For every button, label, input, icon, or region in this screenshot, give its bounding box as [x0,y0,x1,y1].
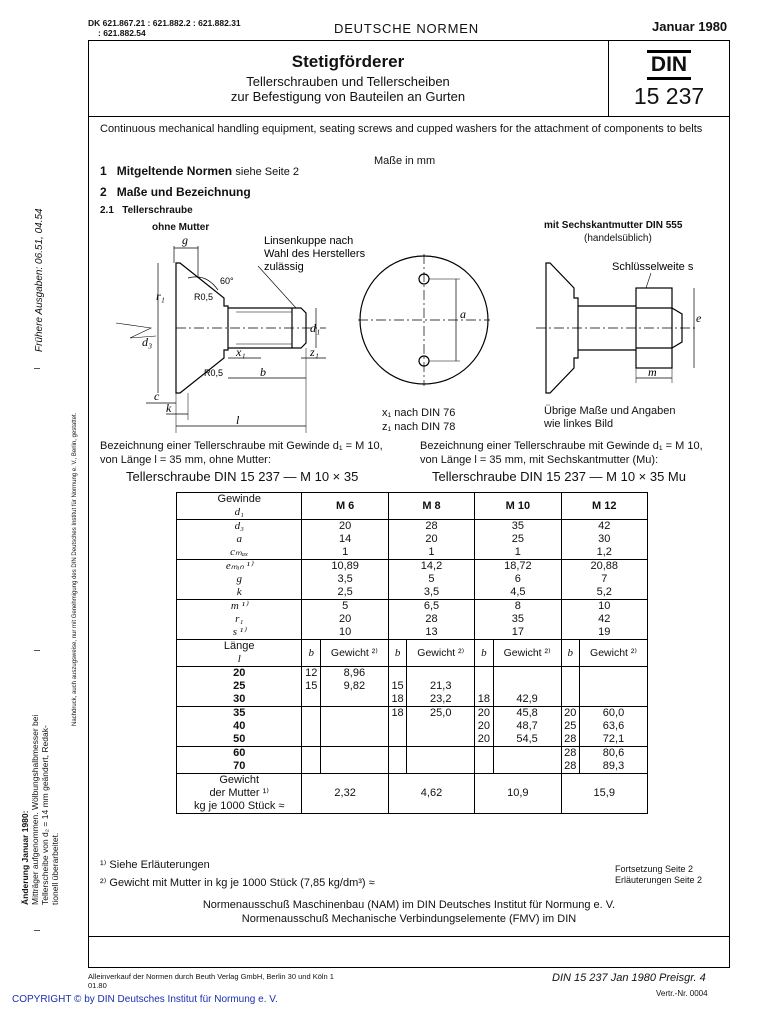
dimension-value: 19 [561,626,647,640]
change-notice-line-3: tionell überarbeitet. [50,832,60,905]
dim-label-a: a [460,307,466,321]
dimension-value: 42 [561,520,647,534]
weight-value: 23,2 [407,693,475,707]
committee-line-2: Normenausschuß Mechanische Verbindungselemente (FMV) im DIN [241,913,577,925]
b-value: 12 [302,667,321,681]
dimension-value: 35 [475,613,561,626]
length-value: 35 [177,707,302,721]
length-value: 70 [177,760,302,774]
section-1-number: 1 [100,164,107,178]
b-value [302,693,321,707]
dimension-value: 35 [475,520,561,534]
lens-note-2: Wahl des Herstellers [264,248,366,260]
b-value [561,693,580,707]
dim-label-k: k [166,401,172,415]
b-value [302,760,321,774]
weight-value [493,747,561,761]
dimension-value: 42 [561,613,647,626]
dim-label-g: g [182,233,188,247]
footnote-1: ¹⁾ Siehe Erläuterungen [100,859,210,871]
weight-value: 48,7 [493,720,561,733]
weight-value [407,733,475,747]
b-value [302,747,321,761]
dk-line-1: DK 621.867.21 : 621.882.2 : 621.882.31 [88,18,241,28]
title-bottom-rule [88,116,730,117]
b-value [561,680,580,693]
dim-label-d1: d₁ [310,321,321,335]
weight-value [320,707,388,721]
dim-label-r1: r₁ [156,289,165,303]
title-main: Stetigförderer [291,52,405,71]
b-value: 20 [475,720,494,733]
dim-label-r05-top: R0,5 [194,292,214,302]
sales-note-1: Alleinverkauf der Normen durch Beuth Verlag GmbH, Berlin 30 und Köln 1 [88,972,334,981]
units-note: Maße in mm [374,155,436,167]
weight-value [407,747,475,761]
b-value [388,667,407,681]
margin-tick-1 [34,368,40,369]
margin-tick-2 [34,650,40,651]
other-dims-note-1: Übrige Maße und Angaben [544,405,676,417]
dimension-label: s ¹⁾ [177,626,302,640]
continuation-note-2: Erläuterungen Seite 2 [615,875,703,885]
nut-weight-row [177,774,648,814]
dimension-value: 7 [561,573,647,586]
weight-column-header: Gewicht ²⁾ [493,640,561,667]
dimension-value: 13 [388,626,474,640]
din-number: 15 237 [633,83,705,109]
dim-label-d3: d₃ [142,335,153,349]
dimension-value: 4,5 [475,586,561,600]
weight-value: 42,9 [493,693,561,707]
b-value: 20 [561,707,580,721]
dimension-label: a [177,533,302,546]
length-header-cell [177,640,302,667]
weight-value [320,693,388,707]
wrench-size-note: Schlüsselweite s [612,261,694,273]
dimension-value: 1,2 [561,546,647,560]
dim-label-e: e [696,311,702,325]
designation-left-text-2: von Länge l = 35 mm, ohne Mutter: [100,454,271,466]
dimension-value: 17 [475,626,561,640]
dk-classification [88,18,241,38]
designation-right-text-2: von Länge l = 35 mm, mit Sechskantmutter (Mu): [420,454,659,466]
nut-weight-value: 4,62 [388,774,474,814]
issue-date: Januar 1980 [652,19,728,34]
designation-right-code: Tellerschraube DIN 15 237 — M 10 × 35 Mu [432,469,686,484]
distribution-number: Vertr.-Nr. 0004 [656,989,708,998]
change-notice-title: Änderung Januar 1980: [20,810,30,905]
dim-label-b: b [260,365,266,379]
lens-note-3: zulässig [264,261,304,273]
designation-left-text-1: Bezeichnung einer Tellerschraube mit Gewinde d₁ = M 10, [100,440,383,452]
nut-weight-label-2: der Mutter ¹⁾ [209,787,269,799]
designation-left [100,439,383,467]
weight-value: 21,3 [407,680,475,693]
section-2-1-heading: 2.1 Tellerschraube [100,205,193,216]
length-value: 40 [177,720,302,733]
weight-column-header: Gewicht ²⁾ [580,640,648,667]
dimension-value: 10,89 [302,560,388,574]
b-value: 18 [388,693,407,707]
length-row [177,720,648,733]
change-notice-line-1: Mitträger aufgenommen. Wölbungshalbmesser bei [30,714,40,905]
weight-value [493,667,561,681]
length-row [177,760,648,774]
dimension-label: g [177,573,302,586]
weight-value [407,667,475,681]
length-header-symbol: l [237,653,241,665]
footer-top-rule [88,936,730,937]
b-value: 18 [388,707,407,721]
b-column-header: b [475,640,494,667]
nut-weight-value: 2,32 [302,774,388,814]
change-notice [20,715,60,905]
length-header-row [177,640,648,667]
weight-value [320,720,388,733]
weight-value [320,733,388,747]
other-dims-note-2: wie linkes Bild [544,418,614,430]
weight-value: 54,5 [493,733,561,747]
length-row [177,707,648,721]
length-header-label: Länge [223,640,255,652]
weight-value [407,760,475,774]
dimension-value: 5 [302,600,388,614]
dimension-label: cₘₐₓ [177,546,302,560]
document-reference: DIN 15 237 Jan 1980 Preisgr. 4 [552,972,706,984]
thread-size-header: M 6 [302,493,388,520]
dimension-value: 30 [561,533,647,546]
washer-top-view [358,254,490,386]
english-title: Continuous mechanical handling equipment, seating screws and cupped washers for the attachment of components to belts [100,123,703,135]
dimension-value: 14,2 [388,560,474,574]
table-header-row [177,493,648,520]
dim-label-c: c [154,389,160,403]
length-value: 20 [177,667,302,681]
dimension-value: 1 [475,546,561,560]
earlier-editions: Frühere Ausgaben: 06.51, 04.54 [34,208,45,352]
change-notice-line-2: Tellerscheibe von d₂ = 14 mm geändert, Redak- [40,725,50,905]
b-value: 28 [561,747,580,761]
b-value [388,747,407,761]
b-value: 28 [561,733,580,747]
weight-value [493,680,561,693]
b-value [475,667,494,681]
length-row [177,680,648,693]
weight-value [580,667,648,681]
sales-note [88,972,334,990]
weight-value [493,760,561,774]
b-value: 18 [475,693,494,707]
length-row [177,667,648,681]
dimension-value: 6,5 [388,600,474,614]
weight-value: 89,3 [580,760,648,774]
sales-note-2: 01.80 [88,981,107,990]
designation-left-code: Tellerschraube DIN 15 237 — M 10 × 35 [126,469,359,484]
b-value: 28 [561,760,580,774]
b-value [302,720,321,733]
dimension-row [177,573,648,586]
dim-label-angle: 60° [220,276,234,286]
b-value [388,720,407,733]
dimension-label: k [177,586,302,600]
dimension-value: 18,72 [475,560,561,574]
b-value [561,667,580,681]
b-value: 20 [475,707,494,721]
dimension-value: 1 [388,546,474,560]
continuation-note-1: Fortsetzung Seite 2 [615,864,694,874]
weight-value [580,680,648,693]
copyright-notice: COPYRIGHT © by DIN Deutsches Institut für Normung e. V. [12,994,278,1005]
dimension-value: 10 [302,626,388,640]
length-value: 50 [177,733,302,747]
b-value [388,760,407,774]
length-value: 60 [177,747,302,761]
weight-value: 72,1 [580,733,648,747]
din-logo: DIN [647,50,691,80]
dimension-label: eₘᵢₙ ¹⁾ [177,560,302,574]
dimension-row [177,560,648,574]
length-row [177,693,648,707]
dimension-label: m ¹⁾ [177,600,302,614]
dimension-value: 2,5 [302,586,388,600]
dimension-value: 20,88 [561,560,647,574]
section-2-heading [100,185,251,199]
b-column-header: b [388,640,407,667]
weight-value [580,693,648,707]
dim-label-m: m [648,365,657,379]
nut-weight-label-3: kg je 1000 Stück ≈ [194,800,285,812]
dimension-row [177,600,648,614]
dimension-value: 28 [388,613,474,626]
dimension-row [177,520,648,534]
dim-label-x1: x₁ [236,345,246,359]
committee-line-1: Normenausschuß Maschinenbau (NAM) im DIN Deutsches Institut für Normung e. V. [202,899,616,911]
section-1-title: Mitgeltende Normen [116,164,233,178]
nut-weight-value: 10,9 [475,774,561,814]
dimension-value: 20 [302,613,388,626]
lens-note-1: Linsenkuppe nach [264,235,354,247]
dimension-row [177,613,648,626]
dimension-label: r₁ [177,613,302,626]
weight-value [320,760,388,774]
nut-weight-label-1: Gewicht [219,774,260,786]
b-value [302,707,321,721]
reprint-notice: Nachdruck, auch auszugsweise, nur mit Genehmigung des DIN Deutsches Institut für Normung e. V., Berlin, gestattet. [72,412,78,726]
title-sub-2: zur Befestigung von Bauteilen an Gurten [230,89,466,104]
dimension-value: 14 [302,533,388,546]
dimension-row [177,626,648,640]
section-1-reference: siehe Seite 2 [235,166,299,178]
dimension-value: 6 [475,573,561,586]
dk-line-2: : 621.882.54 [98,28,146,38]
dim-label-l: l [236,413,240,427]
b-column-header: b [302,640,321,667]
weight-value: 9,82 [320,680,388,693]
thread-size-header: M 8 [388,493,474,520]
b-value [388,733,407,747]
dimension-row [177,586,648,600]
screw-drawing-right [536,263,696,393]
weight-value: 80,6 [580,747,648,761]
length-row [177,747,648,761]
thread-header-label: Gewinde [217,493,261,505]
dimension-value: 5,2 [561,586,647,600]
dimension-value: 8 [475,600,561,614]
b-value: 15 [388,680,407,693]
figure-left-caption: ohne Mutter [152,222,210,233]
dimension-row [177,546,648,560]
z1-reference: z₁ nach DIN 78 [382,421,456,433]
thread-header-cell [177,493,302,520]
weight-column-header: Gewicht ²⁾ [407,640,475,667]
thread-size-header: M 10 [475,493,561,520]
margin-tick-3 [34,930,40,931]
weight-value [407,720,475,733]
dimension-value: 28 [388,520,474,534]
dimension-value: 20 [388,533,474,546]
b-value [475,760,494,774]
committee-block [88,898,730,926]
nut-weight-value: 15,9 [561,774,647,814]
b-value: 15 [302,680,321,693]
weight-value: 63,6 [580,720,648,733]
dim-label-z1: z₁ [310,345,319,359]
title-sub-1: Tellerschrauben und Tellerscheiben [246,74,450,89]
dimension-value: 3,5 [388,586,474,600]
b-value: 20 [475,733,494,747]
x1-reference: x₁ nach DIN 76 [382,407,456,419]
figure-right-caption-2: (handelsüblich) [584,233,652,244]
dimension-value: 20 [302,520,388,534]
publisher-name: DEUTSCHE NORMEN [334,21,479,36]
b-value [302,733,321,747]
b-value: 25 [561,720,580,733]
weight-column-header: Gewicht ²⁾ [320,640,388,667]
weight-value: 25,0 [407,707,475,721]
dimension-value: 5 [388,573,474,586]
thread-size-header: M 12 [561,493,647,520]
weight-value: 45,8 [493,707,561,721]
thread-header-symbol: d₁ [234,506,244,518]
length-value: 30 [177,693,302,707]
dimension-value: 1 [302,546,388,560]
section-2-title: Maße und Bezeichnung [116,185,251,199]
dimension-row [177,533,648,546]
section-2-number: 2 [100,185,107,199]
footnote-2: ²⁾ Gewicht mit Mutter in kg je 1000 Stück (7,85 kg/dm³) ≈ [100,877,375,889]
weight-value: 60,0 [580,707,648,721]
figure-right-caption: mit Sechskantmutter DIN 555 [544,220,683,231]
length-value: 25 [177,680,302,693]
dim-label-r05-bottom: R0,5 [204,368,224,378]
b-value [475,680,494,693]
section-1-heading [100,164,299,178]
designation-right [420,439,703,467]
length-row [177,733,648,747]
dimension-label: d₃ [177,520,302,534]
b-value [475,747,494,761]
dimension-table [176,492,648,814]
weight-value: 8,96 [320,667,388,681]
dimension-value: 3,5 [302,573,388,586]
designation-right-text-1: Bezeichnung einer Tellerschraube mit Gewinde d₁ = M 10, [420,440,703,452]
b-column-header: b [561,640,580,667]
nut-weight-label-cell [177,774,302,814]
weight-value [320,747,388,761]
dimension-value: 10 [561,600,647,614]
dimension-value: 25 [475,533,561,546]
